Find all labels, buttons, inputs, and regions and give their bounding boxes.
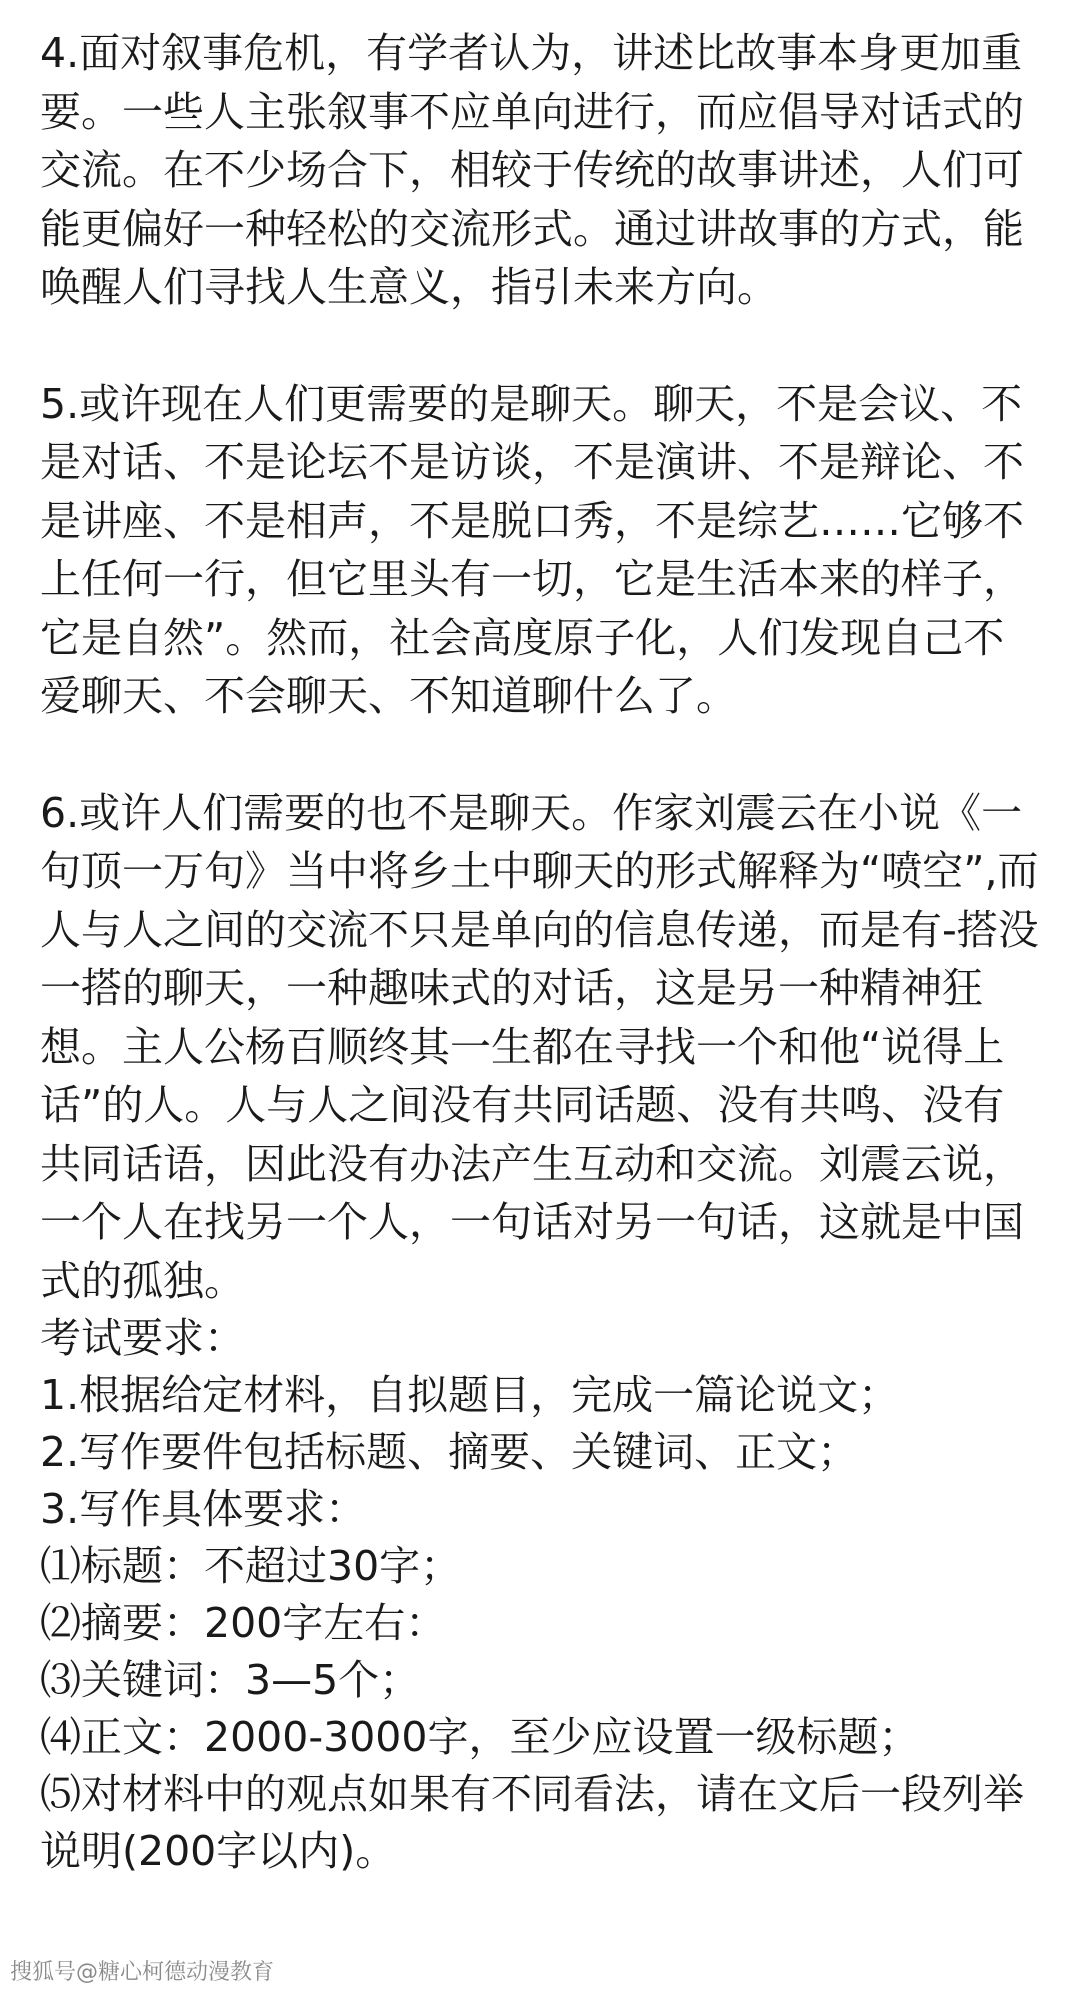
paragraph-4: 4.面对叙事危机，有学者认为，讲述比故事本身更加重要。一些人主张叙事不应单向进行，而应倡导对话式的交流。在不少场合下，相较于传统的故事讲述，人们可能更偏好一种轻松的交流形式。通过讲故事的方式，能唤醒人们寻找人生意义，指引未来方向。 [40, 29, 1024, 311]
requirement-item-abstract: ⑵摘要：200字左右： [40, 1599, 447, 1647]
exam-requirements [40, 1310, 1040, 1880]
paragraph-5: 5.或许现在人们更需要的是聊天。聊天，不是会议、不是对话、不是论坛不是访谈，不是演讲、不是辩论、不是讲座、不是相声，不是脱口秀，不是综艺……它够不上任何一行，但它里头有一切，它是生活本来的样子，它是自然”。然而，社会高度原子化，人们发现自己不爱聊天、不会聊天、不知道聊什么了。 [40, 379, 1024, 720]
requirement-item-title: ⑴标题：不超过30字； [40, 1542, 462, 1590]
paragraph-spacer [40, 317, 1040, 375]
watermark: 搜狐号@糖心柯德动漫教育 [10, 1960, 275, 1985]
requirement-item-dissent: ⑸对材料中的观点如果有不同看法，请在文后一段列举说明(200字以内)。 [40, 1770, 1024, 1875]
requirement-item-body: ⑷正文：2000-3000字，至少应设置一级标题； [40, 1713, 920, 1761]
requirements-heading: 考试要求： [40, 1314, 245, 1362]
paragraph-spacer [40, 726, 1040, 784]
paragraph-6: 6.或许人们需要的也不是聊天。作家刘震云在小说《一句顶一万句》当中将乡土中聊天的形式解释为“喷空”,而人与人之间的交流不只是单向的信息传递，而是有-搭没一搭的聊天，一种趣味式的对话，这是另一种精神狂想。主人公杨百顺终其一生都在寻找一个和他“说得上话”的人。人与人之间没有共同话题、没有共鸣、没有共同话语，因此没有办法产生互动和交流。刘震云说，一个人在找另一个人，一句话对另一句话，这就是中国式的孤独。 [40, 788, 1039, 1305]
requirement-item-3: 3.写作具体要求： [40, 1485, 367, 1533]
requirement-item-keywords: ⑶关键词：3—5个； [40, 1656, 421, 1704]
requirement-item-2: 2.写作要件包括标题、摘要、关键词、正文； [40, 1428, 859, 1476]
requirement-item-1: 1.根据给定材料，自拟题目，完成一篇论说文； [40, 1371, 900, 1419]
